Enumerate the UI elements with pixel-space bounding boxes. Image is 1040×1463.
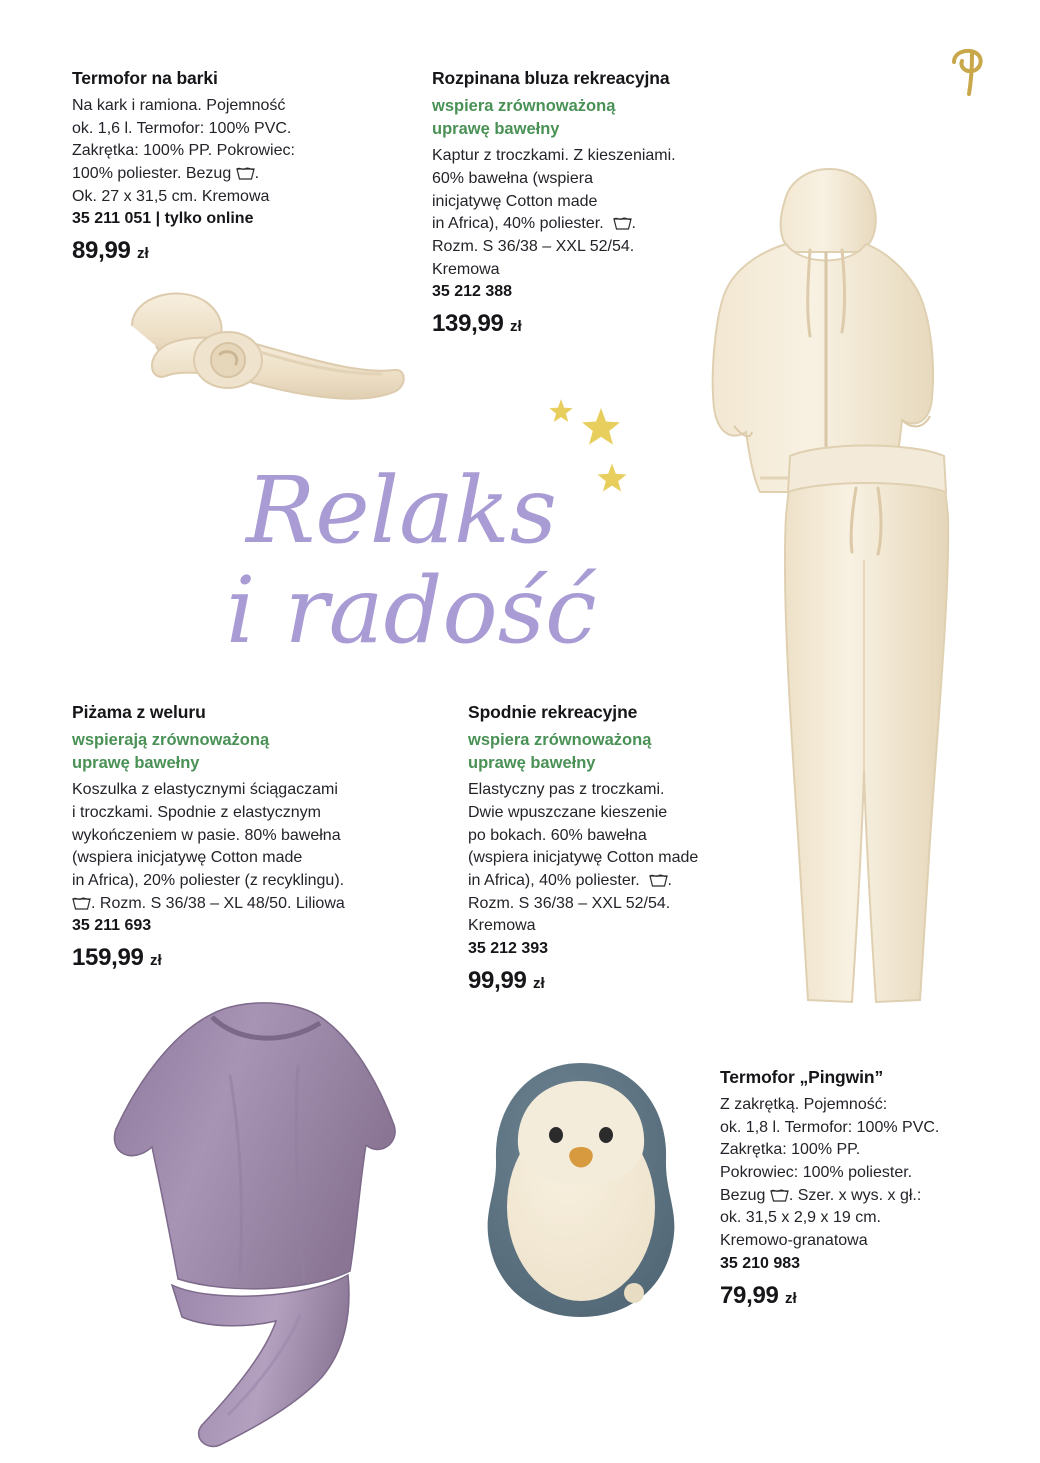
wash-care-icon (770, 1188, 789, 1202)
product-spodnie-rekreacyjne (468, 702, 758, 995)
tchibo-logo-icon (948, 46, 992, 98)
eco-line: uprawę bawełny (468, 753, 596, 772)
desc-line: Kremowo-granatowa (720, 1232, 868, 1250)
desc-line: 100% poliester. Bezug (72, 165, 232, 183)
product-price (72, 944, 417, 972)
product-termofor-pingwin (720, 1067, 1010, 1310)
eco-line: uprawę bawełny (432, 119, 560, 138)
price-currency: zł (509, 318, 522, 336)
wash-care-icon (236, 166, 255, 180)
product-image-termofor-pingwin (466, 1055, 696, 1325)
product-price (468, 967, 758, 995)
desc-line: (wspiera inicjatywę Cotton made (468, 849, 699, 867)
desc-line: Elastyczny pas z troczkami. (468, 781, 665, 799)
desc-line: ok. 1,6 l. Termofor: 100% PVC. (72, 119, 292, 137)
desc-line: . (631, 215, 636, 233)
product-code: 35 211 693 (72, 917, 152, 935)
eco-line: wspiera zrównoważoną (432, 96, 616, 115)
desc-line: Koszulka z elastycznymi ściągaczami (72, 781, 338, 799)
price-value: 79,99 (720, 1281, 779, 1309)
product-pizama-z-weluru (72, 702, 417, 972)
desc-line: ok. 1,8 l. Termofor: 100% PVC. (720, 1118, 940, 1136)
desc-line: Zakrętka: 100% PP. Pokrowiec: (72, 142, 295, 160)
price-currency: zł (532, 975, 545, 993)
product-price (432, 310, 732, 338)
desc-line: Dwie wpuszczane kieszenie (468, 803, 668, 821)
desc-line: Ok. 27 x 31,5 cm. Kremowa (72, 187, 270, 205)
product-description (432, 145, 732, 281)
desc-line: in Africa), 40% poliester. (432, 215, 609, 233)
product-title: Piżama z weluru (72, 702, 206, 722)
wash-care-icon (649, 873, 668, 887)
desc-line: Zakrętka: 100% PP. (720, 1141, 861, 1159)
product-rozpinana-bluza-rekreacyjna (432, 68, 732, 338)
price-currency: zł (149, 952, 162, 970)
product-eco-note (432, 95, 732, 141)
desc-line: in Africa), 40% poliester. (468, 871, 645, 889)
product-image-pizama-z-weluru (60, 985, 450, 1455)
desc-line: Kremowa (432, 260, 500, 278)
product-title: Termofor „Pingwin” (720, 1067, 884, 1087)
desc-line: Z zakrętką. Pojemność: (720, 1095, 888, 1113)
desc-line: po bokach. 60% bawełna (468, 826, 647, 844)
star-icon (548, 398, 574, 429)
product-price (72, 237, 352, 265)
headline-line-2: i radość (226, 557, 597, 664)
desc-line: Rozm. S 36/38 – XXL 52/54. (432, 237, 635, 255)
product-image-spodnie-rekreacyjne (752, 440, 982, 1030)
desc-line: Bezug (720, 1186, 766, 1204)
product-description (72, 779, 417, 915)
product-description (468, 779, 758, 938)
product-eco-note (468, 729, 758, 775)
product-code: 35 212 388 (432, 283, 513, 301)
product-code: 35 210 983 (720, 1254, 801, 1272)
desc-line: . Rozm. S 36/38 – XL 48/50. Liliowa (91, 894, 345, 912)
desc-line: Kaptur z troczkami. Z kieszeniami. (432, 147, 676, 165)
product-description (72, 95, 352, 209)
headline-line-1: Relaks (246, 457, 557, 564)
product-code: 35 212 393 (468, 940, 549, 958)
product-image-termofor-na-barki (110, 278, 410, 433)
price-value: 99,99 (468, 967, 527, 995)
product-title: Rozpinana bluza rekreacyjna (432, 68, 670, 88)
product-description (720, 1094, 1010, 1253)
desc-line: . Szer. x wys. x gł.: (788, 1186, 922, 1204)
desc-line: . (667, 871, 672, 889)
eco-line: wspierają zrównoważoną (72, 730, 270, 749)
desc-line: Kremowa (468, 917, 536, 935)
wash-care-icon (72, 896, 91, 910)
product-price (720, 1282, 1010, 1310)
eco-line: uprawę bawełny (72, 753, 200, 772)
price-value: 159,99 (72, 944, 144, 972)
eco-line: wspiera zrównoważoną (468, 730, 652, 749)
star-icon (580, 406, 622, 453)
desc-line: ok. 31,5 x 2,9 x 19 cm. (720, 1209, 881, 1227)
desc-line: in Africa), 20% poliester (z recyklingu). (72, 871, 345, 889)
price-value: 139,99 (432, 310, 504, 338)
price-currency: zł (136, 245, 149, 263)
desc-line: Rozm. S 36/38 – XXL 52/54. (468, 894, 671, 912)
decorative-headline (226, 452, 626, 667)
price-currency: zł (784, 1289, 797, 1307)
product-termofor-na-barki (72, 68, 352, 265)
desc-line: Pokrowiec: 100% poliester. (720, 1164, 913, 1182)
wash-care-icon (613, 216, 632, 230)
desc-line: i troczkami. Spodnie z elastycznym (72, 803, 321, 821)
product-title: Spodnie rekreacyjne (468, 702, 638, 722)
desc-line: wykończeniem w pasie. 80% bawełna (72, 826, 341, 844)
product-eco-note (72, 729, 417, 775)
price-value: 89,99 (72, 237, 131, 265)
desc-line: inicjatywę Cotton made (432, 192, 598, 210)
desc-line: . (254, 165, 260, 183)
desc-line: 60% bawełna (wspiera (432, 169, 593, 187)
product-code: 35 211 051 | tylko online (72, 210, 254, 228)
star-icon (596, 462, 628, 499)
desc-line: (wspiera inicjatywę Cotton made (72, 849, 303, 867)
product-title: Termofor na barki (72, 68, 218, 88)
desc-line: Na kark i ramiona. Pojemność (72, 96, 286, 114)
